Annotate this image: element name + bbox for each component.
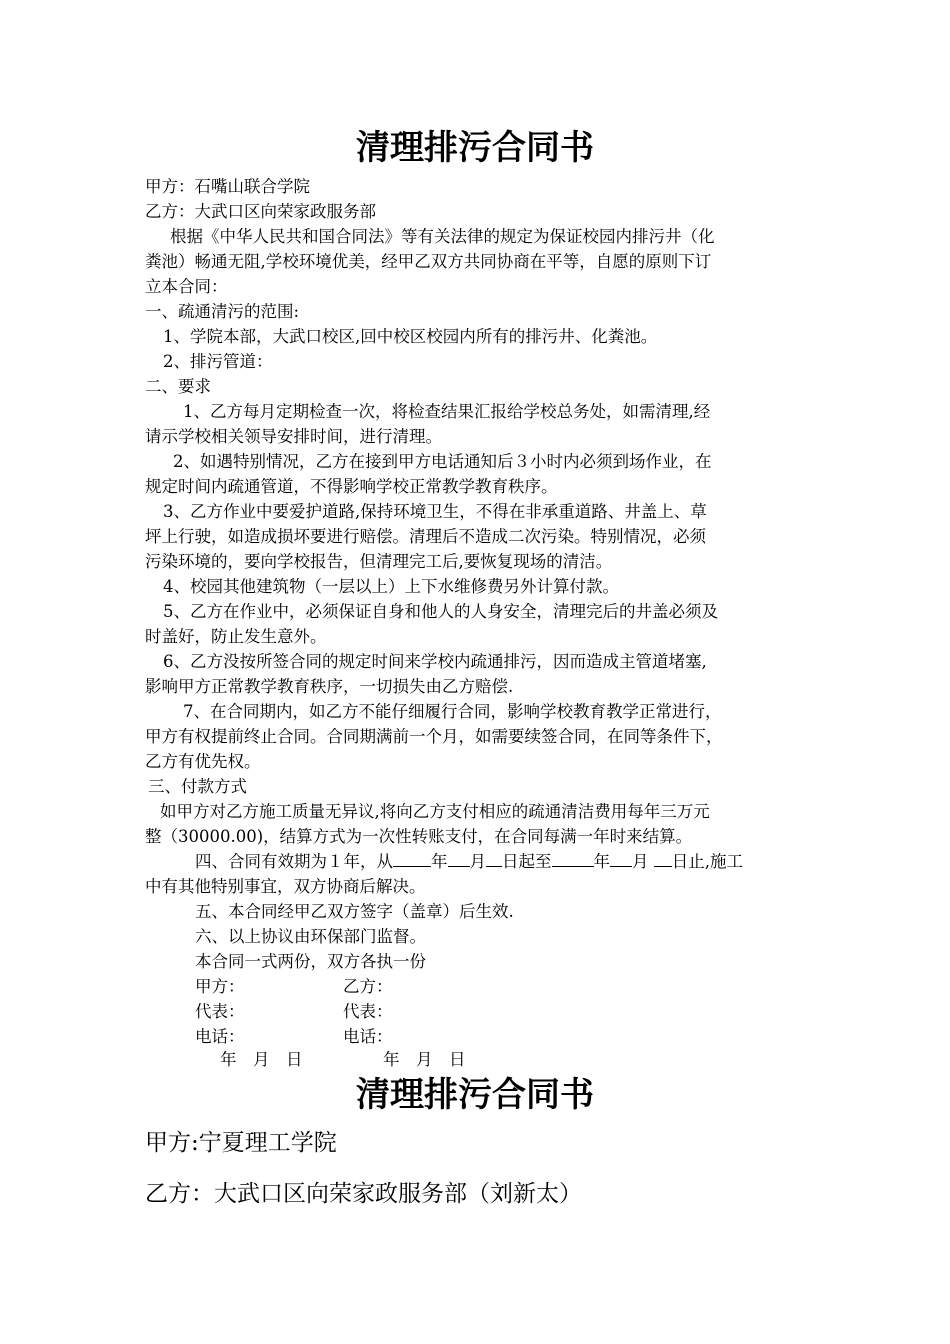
requirement-5-line-1: 5、乙方在作业中，必须保证自身和他人的人身安全，清理完后的井盖必须及	[163, 602, 718, 621]
requirement-2-line-2: 规定时间内疏通管道，不得影响学校正常教学教育秩序。	[145, 477, 558, 496]
section-3-heading: 三、付款方式	[148, 777, 247, 796]
requirement-6-line-2: 影响甲方正常教学教育秩序，一切损失由乙方赔偿.	[145, 677, 514, 696]
section-1-heading: 一、疏通清污的范围:	[145, 302, 300, 321]
requirement-4: 4、校园其他建筑物（一层以上）上下水维修费另外计算付款。	[163, 577, 619, 596]
start-month-label: 月	[469, 852, 486, 871]
term-prefix: 四、合同有效期为１年，从	[195, 852, 393, 871]
representative-b: 代表：	[343, 1002, 393, 1021]
phone-b: 电话：	[343, 1027, 393, 1046]
party-a: 甲方：石嘴山联合学院	[145, 177, 310, 196]
start-year-blank[interactable]	[393, 852, 431, 867]
second-party-b: 乙方：大武口区向荣家政服务部（刘新太）	[145, 1181, 582, 1207]
intro-line-3: 立本合同：	[145, 277, 228, 296]
end-month-blank[interactable]	[610, 852, 632, 867]
contract-title: 清理排污合同书	[356, 128, 594, 168]
representative-a: 代表：	[195, 1002, 245, 1021]
requirement-3-line-3: 污染环境的，要向学校报告，但清理完工后,要恢复现场的清洁。	[145, 552, 613, 571]
term-line-1	[195, 852, 743, 872]
section-6: 六、以上协议由环保部门监督。	[195, 927, 426, 946]
section-1-item-1: 1、学院本部，大武口校区,回中校区校园内所有的排污井、化粪池。	[163, 327, 658, 346]
party-b: 乙方：大武口区向荣家政服务部	[145, 202, 376, 221]
end-month-label: 月	[632, 852, 649, 871]
phone-a: 电话：	[195, 1027, 245, 1046]
start-month-blank[interactable]	[448, 852, 470, 867]
second-party-a: 甲方:宁夏理工学院	[145, 1130, 337, 1156]
start-year-label: 年	[431, 852, 448, 871]
end-year-blank[interactable]	[552, 852, 594, 867]
section-1-item-2: 2、排污管道：	[163, 352, 273, 371]
end-day-blank[interactable]	[654, 852, 672, 867]
term-line-2: 中有其他特别事宜，双方协商后解决。	[145, 877, 426, 896]
signature-party-a: 甲方：	[195, 977, 245, 996]
requirement-7-line-1: 7、在合同期内，如乙方不能仔细履行合同，影响学校教育教学正常进行，	[183, 702, 722, 721]
requirement-7-line-2: 甲方有权提前终止合同。合同期满前一个月，如需要续签合同，在同等条件下，	[145, 727, 723, 746]
requirement-6-line-1: 6、乙方没按所签合同的规定时间来学校内疏通排污，因而造成主管道堵塞,	[163, 652, 707, 671]
second-contract-title: 清理排污合同书	[356, 1075, 594, 1115]
intro-line-1: 根据《中华人民共和国合同法》等有关法律的规定为保证校园内排污井（化	[170, 227, 715, 246]
requirement-3-line-1: 3、乙方作业中要爱护道路,保持环境卫生，不得在非承重道路、井盖上、草	[163, 502, 707, 521]
section-2-heading: 二、要求	[145, 377, 211, 396]
intro-line-2: 粪池）畅通无阻,学校环境优美，经甲乙双方共同协商在平等，自愿的原则下订	[145, 252, 712, 271]
start-day-blank[interactable]	[486, 852, 502, 867]
copies-note: 本合同一式两份，双方各执一份	[195, 952, 426, 971]
requirement-1-line-1: 1、乙方每月定期检查一次，将检查结果汇报给学校总务处，如需清理,经	[183, 402, 711, 421]
payment-line-1: 如甲方对乙方施工质量无异议,将向乙方支付相应的疏通清洁费用每年三万元	[160, 802, 710, 821]
requirement-1-line-2: 请示学校相关领导安排时间，进行清理。	[145, 427, 442, 446]
requirement-3-line-2: 坪上行驶，如造成损坏要进行赔偿。清理后不造成二次污染。特别情况，必须	[145, 527, 706, 546]
requirement-2-line-1: 2、如遇特别情况，乙方在接到甲方电话通知后３小时内必须到场作业，在	[173, 452, 712, 471]
requirement-5-line-2: 时盖好，防止发生意外。	[145, 627, 327, 646]
end-day-label: 日止,施工	[671, 852, 743, 871]
date-b: 年 月 日	[383, 1050, 466, 1069]
date-a: 年 月 日	[220, 1050, 303, 1069]
requirement-7-line-3: 乙方有优先权。	[145, 752, 261, 771]
start-day-label: 日起至	[502, 852, 552, 871]
section-5: 五、本合同经甲乙双方签字（盖章）后生效.	[195, 902, 514, 921]
payment-line-2: 整（30000.00)，结算方式为一次性转账支付，在合同每满一年时来结算。	[145, 827, 693, 846]
signature-party-b: 乙方：	[343, 977, 393, 996]
end-year-label: 年	[593, 852, 610, 871]
